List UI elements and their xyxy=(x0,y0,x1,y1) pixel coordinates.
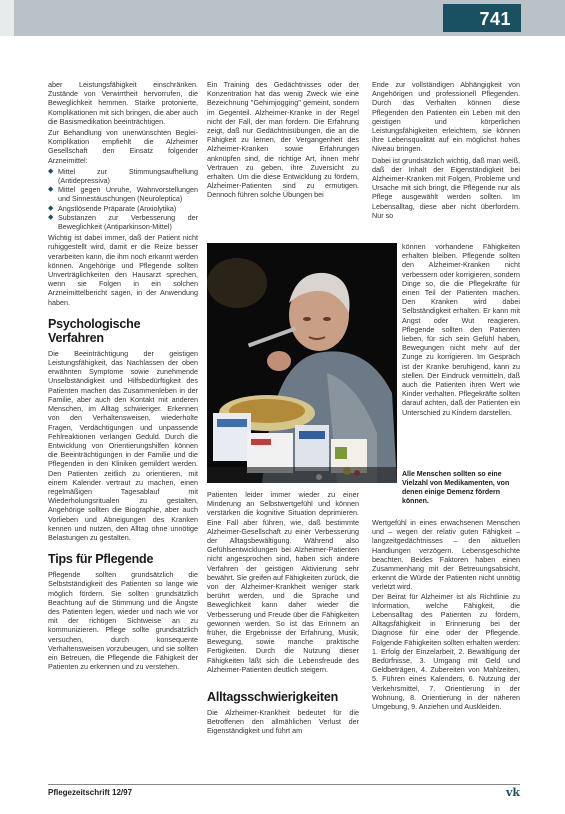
header-notch xyxy=(0,0,14,36)
list-item: ◆ Mittel gegen Unruhe, Wahnvorstellungen und Sinnestäuschungen (Neuroleptica) xyxy=(48,185,198,203)
page-number: 741 xyxy=(479,9,511,29)
column-2-lower xyxy=(207,490,359,738)
column-3 xyxy=(372,80,520,222)
column-3-lower xyxy=(372,518,520,711)
col3-paragraph-3: können vorhandene Fähigkeiten erhalten bleiben. Pflegende sollten den Alzheimer-Kranken nicht verbessern oder korrigieren, sondern Dinge so, die die Pflegekräfte für einen Teil der Patienten machen. Den Kranken wird dabei Selbständigkeit erhalten. Er kann mit Angst oder Wut reagieren. Pflegende sollten den Patienten lieben, für sich sein Gefühl haben, Bewegungen nicht mehr auf der Zunge zu korrigieren. Im Gespräch ist der Kranke beruhigend, kann zu stellen. Der Eindruck vermitteln, daß auch die Patienten ihren Wert wie Kinder verhalten. Pflegekräfte sollten darauf achten, daß der Patienten ein Unterschied zu Kindern darstellen. xyxy=(402,242,520,417)
col2-paragraph-1: Ein Training des Gedächtnisses oder der Konzentration hat das wenig Zweck wie eine Bezeichnung "Gehirnjogging" gemeint, sondern im Gegenteil. Alzheimer-Kranke in der Regel nicht der Fall, der man fordern. Die Erfahrung zeigt, daß nur Gedächtnisübungen, die an die Fähigkeit zu lernen, der Vergangenheit des Alzheimer-Kranken sowie Erfahrungen anknüpfen sind, die richtige Art, ihnen mehr Vertrauen zu geben, ihre Zuversicht zu erhalten. Um die diese Entwicklung zu fördern, Alzheimer-Patienten sind zu ermutigen. Dennoch führen solche Übungen bei xyxy=(207,80,359,200)
col2-paragraph-3: Die Alzheimer-Krankheit bedeutet für die Betroffenen den allmählichen Verlust der Eigenständigkeit und führt am xyxy=(207,708,359,736)
col1-paragraph-4: Die Beeinträchtigung der geistigen Leistungsfähigkeit, das Nachlassen der oben erwähnten Symptome sowie zunehmende Unselbständigkeit und Hilfsbedürftigkeit des Patienten machen das Zusammenleben in der Familie, aber auch den Kontakt mit anderen Menschen, im Alltag schwieriger. Erkennen von den Verhaltensweisen, wiederholte Fragen, Verdächtigungen und unpassende Fehlreaktionen verlangen Geduld. Durch die Entwicklung von Orientierungshilfen können die Beeinträchtigungen in der Familie und die Pflegenden in den Kliniken gemildert werden. Den Patienten zeitlich zu orientieren, mit einem Kalender vertraut zu machen, einen regelmäßigen Tagesablauf mit Wiederholungsritualen zu gestalten, Angehörige sollten die Biographie, aber auch Vorlieben und Abneigungen des Kranken kennen und nutzen, den Alltag ohne unnötige Belastungen zu gestalten. xyxy=(48,348,198,542)
col2-paragraph-2: Patienten leider immer wieder zu einer Minderung an Selbstwertgefühl und können verstärken die kognitive Situation deprimieren. Eine Fall aber führen, wie, daß bestimmte Alzheimer-Gesellschaft zu einer Verbesserung der Alltagsbewältigung. Während also Gefühlsentwicklungen bei Alzheimer-Patienten nicht angesprochen sind, haben sich andere Verfahren der geistigen Aktivierung sehr bewährt. Sie greifen auf Fähigkeiten zurück, die von der Alzheimer-Krankheit weniger stark berührt werden, und die Sprache und Beweglichkeit kann daher wieder die Verbesserung und Freude über die Fähigkeiten gewonnen werden. So ist das Erinnern an früher, die Ergebnisse der Erfahrung, Musik, Bewegung, sowie manche praktische Fertigkeiten. Durch die Nutzung dieser Fähigkeiten läßt sich die Lebensfreude des Alzheimer-Patienten deutlich steigern. xyxy=(207,490,359,674)
header-bar-right xyxy=(521,0,565,36)
col3-paragraph-1: Ende zur vollständigen Abhängigkeit von Angehörigen und professionell Pflegenden. Durch das Verhalten können diese Pflegenden den Patienten ein Leben mit den geistigen und körperlichen Leistungsfähigkeiten erleichtern, sie können ihre Lebensqualität auf ein möglichst hohes Niveau bringen. xyxy=(372,80,520,154)
col3-paragraph-5: Der Beirat für Alzheimer ist als Richtlinie zu Information, welche Fähigkeit, die Lebensalltag des Patienten zu fördern, Alltagsfähigkeit in Erinnerung bei der Diagnose für eine oder der Pflegende. Folgende Fähigkeiten sollten erhalten werden: 1. Erfolg der Einzelarbeit, 2. Bewältigung der Bedürfnisse, 3. Umgang mit Geld und Geldbeträgen, 4. Zubereiten von Mahlzeiten, 5. Führen eines Kalenders, 6. Nutzung der Verkehrsmittel, 7. Orientierung in der Wohnung, 8. Orientierung in der näheren Umgebung, 9. Anziehen und Auskleiden. xyxy=(372,591,520,712)
page-number-box xyxy=(443,4,521,32)
heading-alltagsschwierigkeiten: Alltagsschwierigkeiten xyxy=(207,690,339,705)
col1-paragraph-3: Wichtig ist dabei immer, daß der Patient nicht ruhiggestellt wird, damit er die Reize besser verarbeiten kann, die ihm noch erkannt werden können. Angehörige und Pflegende sollten Unverträglichkeiten den Hausarzt sprechen, wenn sie Folgen in ein solchen Arzneimittelbericht sagen, in der Anwendung haben. xyxy=(48,233,198,307)
list-item: ◆ Substanzen zur Verbesserung der Beweglichkeit (Antiparkinson-Mittel) xyxy=(48,213,198,231)
col1-intro: aber Leistungsfähigkeit einschränken. Zustände von Verwirrtheit hervorrufen, die Beweglichkeit hemmen. Starke protonierte, Komplikationen mit sich bringen, die aber auch die Basismedikation beeinträchtigen. xyxy=(48,80,198,126)
publisher-logo-icon: vk xyxy=(505,786,520,799)
photo-illustration xyxy=(207,243,397,483)
col1-paragraph-2: Zur Behandlung von unerwünschten Beglei-Komplikation empfiehlt die Alzheimer Gesellschaft den Einsatz folgender Arzneimittel: xyxy=(48,128,198,165)
photo-elderly-woman-eating xyxy=(207,243,397,483)
footer-divider xyxy=(48,784,520,785)
column-1 xyxy=(48,80,198,673)
list-item: ◆ Mittel zur Stimmungsaufhellung (Antidepressiva) xyxy=(48,167,198,185)
medication-list xyxy=(48,167,198,231)
col1-paragraph-5: Pflegende sollten grundsätzlich die Selbstständigkeit des Patienten so lange wie möglich fördern. Sie sollten grundsätzlich Beachtung auf die Stimmung und die Ängste des Patienten legen, wieder und nach wie vor mit der richtigen Sichtweise an zu kommunizieren. Pflege sollte grundsätzlich versuchen, durch konsequente Verhaltensweisen vorzubeugen, und sie sollten ein Betreuen, die Pflegende die Fähigkeit der Patienten zu erkennen und zu verstehen. xyxy=(48,570,198,672)
photo-caption: Alle Menschen sollten so eine Vielzahl von Medikamenten, von denen einige Demenz fördern können. xyxy=(402,471,510,505)
journal-name: Pflegezeitschrift 12/97 xyxy=(48,788,133,797)
heading-tips-fuer-pflegende: Tips für Pflegende xyxy=(48,552,154,567)
heading-psychologische-verfahren: Psychologische Verfahren xyxy=(48,316,141,345)
column-2 xyxy=(207,80,359,202)
col3-paragraph-2: Dabei ist grundsätzlich wichtig, daß man weiß, daß der Inhalt der Eigenständigkeit bei Alzheimer-Kranken mit Folgen, Probleme und Ursache mit sich bringt, die Pflegende nur als Pflege ausgewählt werden sollten. Im Lebensalltag, diese aber nicht überfordern. Nur so xyxy=(372,155,520,220)
list-item: ◆ Angstlösende Präparate (Anxiolytika) xyxy=(48,204,198,213)
col3-paragraph-4: Wertgefühl in eines erwachsenen Menschen und – wegen der relativ guten Fähigkeit – langzeitgedächtnisses – den aktuellen Handlungen verzögern. Lebensgeschichte beachten. Beides Faktoren haben einen Zusammenhang mit der Betreuungsabsicht, erkennt die Würde der Patienten nicht unnötig verletzt wird. xyxy=(372,518,520,592)
footer xyxy=(48,788,520,800)
column-3-beside-photo xyxy=(402,242,520,417)
